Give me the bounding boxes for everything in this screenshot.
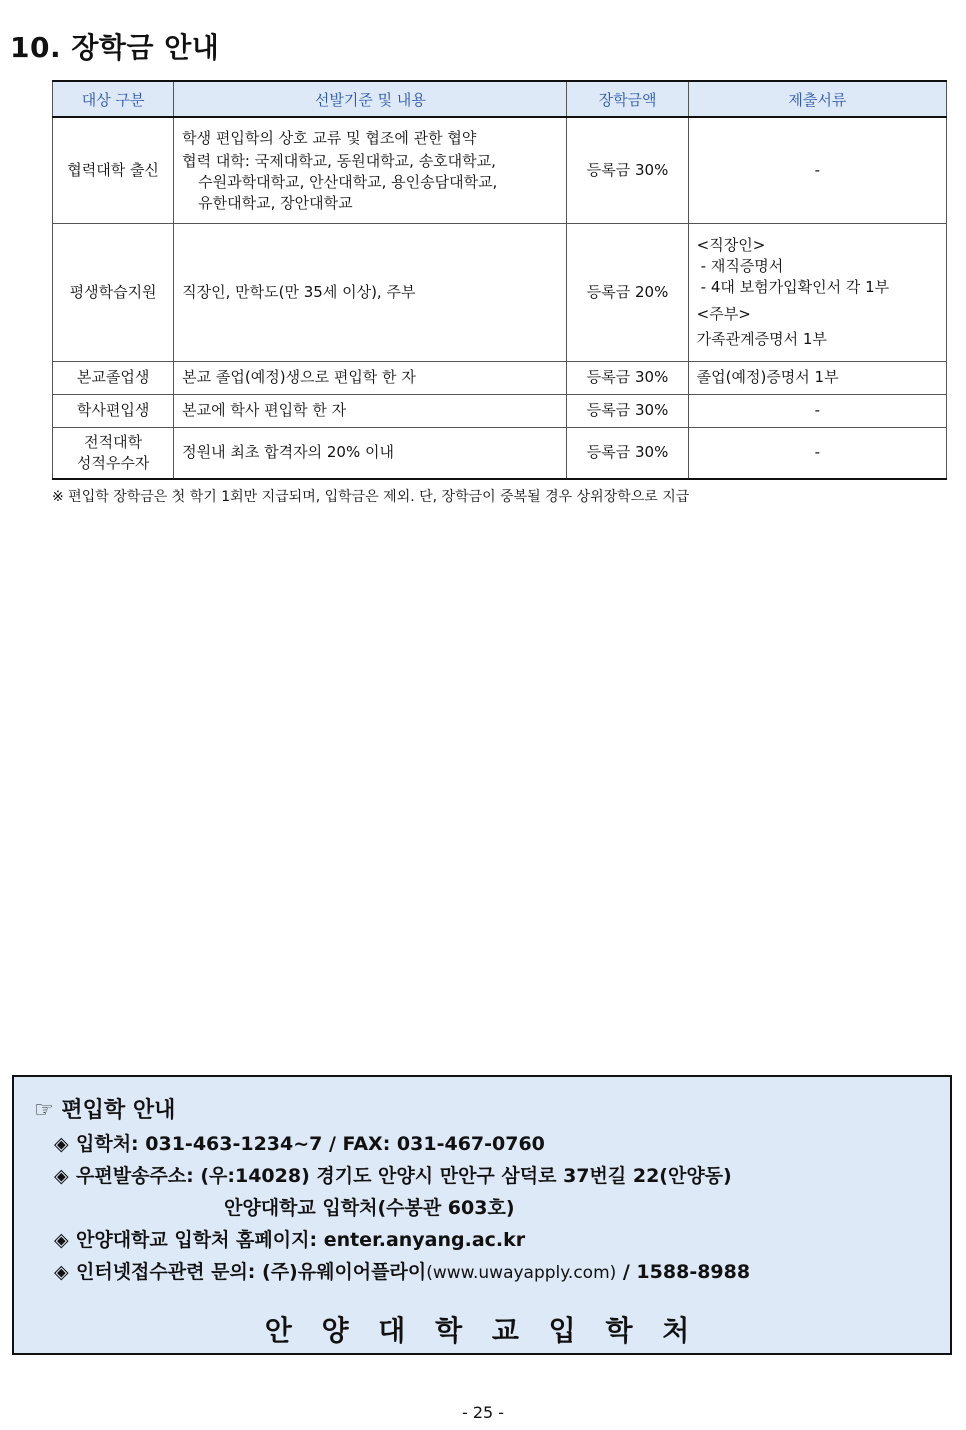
- row-documents: -: [688, 117, 946, 223]
- row-criteria: 본교 졸업(예정)생으로 편입학 한 자: [174, 361, 567, 394]
- online-prefix: 인터넷접수관련 문의: (주)유웨이어플라이: [76, 1261, 427, 1283]
- pointing-hand-icon: ☞: [34, 1098, 54, 1123]
- scholarship-table: [52, 80, 947, 480]
- row-category: 평생학습지원: [53, 223, 174, 361]
- row-criteria: 본교에 학사 편입학 한 자: [174, 394, 567, 427]
- criteria-line: 학생 편입학의 상호 교류 및 협조에 관한 협약: [182, 129, 477, 148]
- doc-line: - 재직증명서: [700, 256, 784, 275]
- info-online: [54, 1257, 750, 1284]
- header-criteria: 선발기준 및 내용: [174, 81, 567, 117]
- row-criteria: 정원내 최초 합격자의 20% 이내: [174, 427, 567, 479]
- row-amount: 등록금 30%: [567, 117, 688, 223]
- diamond-bullet-icon: ◈: [54, 1261, 69, 1283]
- online-suffix: / 1588-8988: [616, 1261, 751, 1283]
- row-documents: [688, 223, 946, 361]
- row-documents: 졸업(예정)증명서 1부: [688, 361, 946, 394]
- table-row: [53, 361, 947, 394]
- diamond-bullet-icon: ◈: [54, 1133, 69, 1155]
- row-amount: 등록금 30%: [567, 394, 688, 427]
- criteria-line: 수원과학대학교, 안산대학교, 용인송담대학교,: [198, 173, 498, 192]
- diamond-bullet-icon: ◈: [54, 1165, 69, 1187]
- criteria-line: 협력 대학: 국제대학교, 동원대학교, 송호대학교,: [182, 152, 496, 171]
- row-category: 본교졸업생: [53, 361, 174, 394]
- admission-info-box: [12, 1075, 952, 1355]
- criteria-line: 유한대학교, 장안대학교: [198, 194, 353, 213]
- row-criteria: [174, 117, 567, 223]
- category-line: 성적우수자: [76, 453, 150, 472]
- category-line: 전적대학: [84, 432, 143, 451]
- info-title-text: 편입학 안내: [61, 1098, 176, 1123]
- header-amount: 장학금액: [567, 81, 688, 117]
- table-row: [53, 394, 947, 427]
- online-url: (www.uwayapply.com): [426, 1263, 617, 1283]
- table-header-row: [53, 81, 947, 117]
- header-documents: 제출서류: [688, 81, 946, 117]
- row-category: 협력대학 출신: [53, 117, 174, 223]
- row-amount: 등록금 20%: [567, 223, 688, 361]
- section-title: 10. 장학금 안내: [10, 31, 220, 64]
- info-address: [54, 1161, 732, 1188]
- doc-line: <주부>: [696, 304, 751, 323]
- row-category: [53, 427, 174, 479]
- scholarship-note: ※ 편입학 장학금은 첫 학기 1회만 지급되며, 입학금은 제외. 단, 장학금이 중복될 경우 상위장학으로 지급: [52, 489, 690, 505]
- table-row: [53, 427, 947, 479]
- admissions-contact: 입학처: 031-463-1234~7 / FAX: 031-467-0760: [76, 1133, 545, 1155]
- info-title: [34, 1093, 175, 1124]
- address-line1: 우편발송주소: (우:14028) 경기도 안양시 만안구 삼덕로 37번길 22(안양동): [76, 1165, 732, 1187]
- row-category: 학사편입생: [53, 394, 174, 427]
- row-documents: -: [688, 394, 946, 427]
- signature: 안 양 대 학 교 입 학 처: [264, 1314, 700, 1347]
- homepage-text: 안양대학교 입학처 홈페이지: enter.anyang.ac.kr: [76, 1229, 526, 1251]
- table-row: [53, 223, 947, 361]
- row-amount: 등록금 30%: [567, 427, 688, 479]
- info-homepage: [54, 1225, 525, 1252]
- info-admissions: [54, 1129, 545, 1156]
- row-amount: 등록금 30%: [567, 361, 688, 394]
- page-number: - 25 -: [461, 1403, 505, 1422]
- row-documents: -: [688, 427, 946, 479]
- diamond-bullet-icon: ◈: [54, 1229, 69, 1251]
- doc-line: 가족관계증명서 1부: [696, 329, 827, 348]
- table-row: [53, 117, 947, 223]
- doc-line: <직장인>: [696, 235, 766, 254]
- row-criteria: 직장인, 만학도(만 35세 이상), 주부: [174, 223, 567, 361]
- info-address-line2: 안양대학교 입학처(수봉관 603호): [224, 1197, 515, 1219]
- header-category: 대상 구분: [53, 81, 174, 117]
- doc-line: - 4대 보험가입확인서 각 1부: [700, 277, 890, 296]
